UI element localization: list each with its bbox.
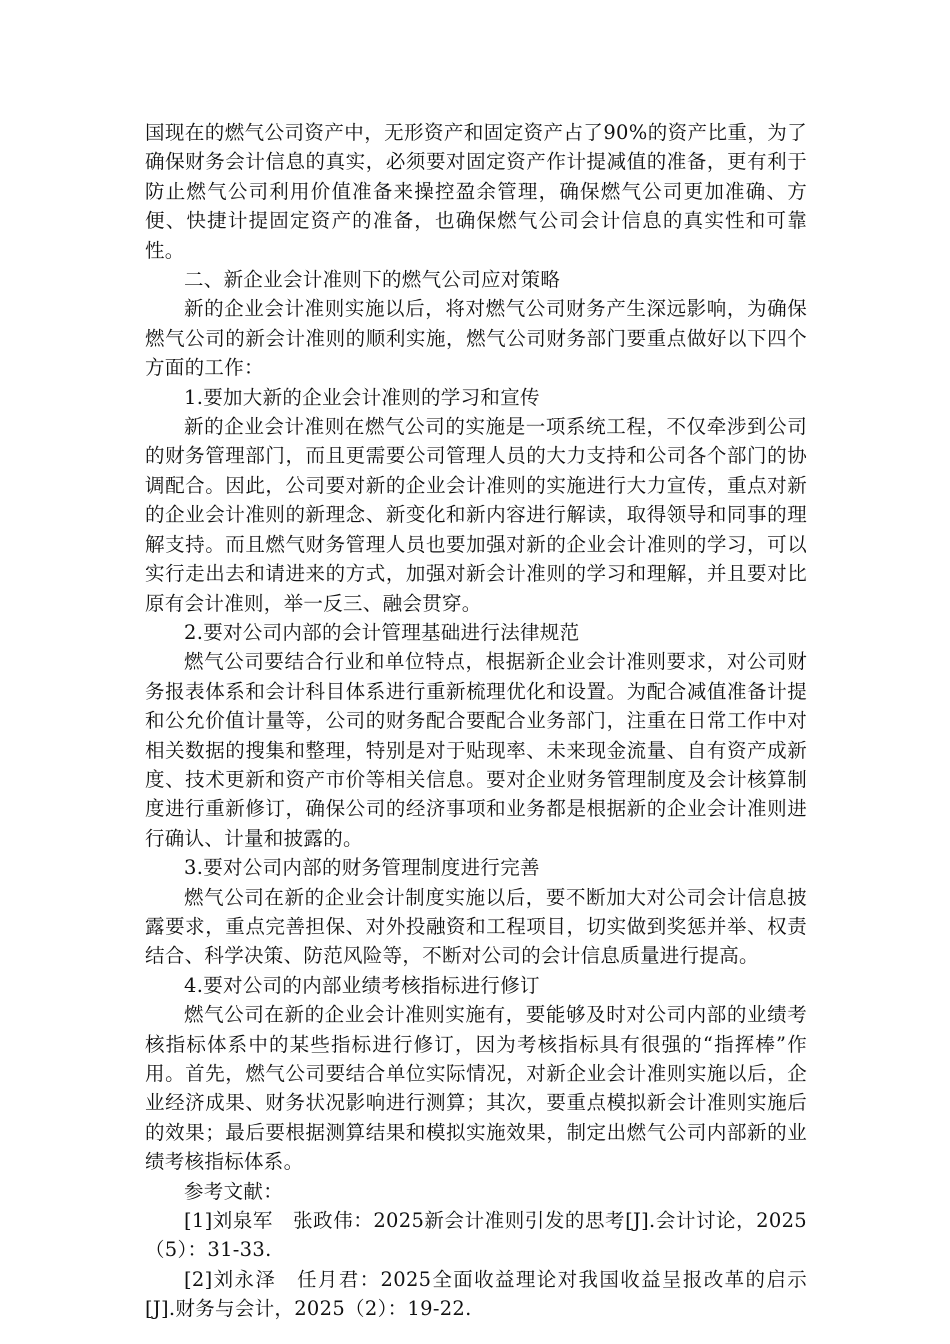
document-body [145,118,807,1324]
subheading: 3.要对公司内部的财务管理制度进行完善 [184,856,540,880]
reference-item: [1]刘泉军 张政伟：2025新会计准则引发的思考[J].会计讨论，2025（5）：31-33. [145,1209,807,1262]
subheading: 1.要加大新的企业会计准则的学习和宣传 [184,385,540,409]
paragraph: 新的企业会计准则在燃气公司的实施是一项系统工程，不仅牵涉到公司的财务管理部门，而且更需要公司管理人员的大力支持和公司各个部门的协调配合。因此，公司要对新的企业会计准则的实施进行大力宣传，重点对新的企业会计准则的新理念、新变化和新内容进行解读，取得领导和同事的理解支持。而且燃气财务管理人员也要加强对新的企业会计准则的学习，可以实行走出去和请进来的方式，加强对新会计准则的学习和理解，并且要对比原有会计准则，举一反三、融会贯穿。 [145,415,807,615]
paragraph: 燃气公司在新的企业会计制度实施以后，要不断加大对公司会计信息披露要求，重点完善担保、对外投融资和工程项目，切实做到奖惩并举、权责结合、科学决策、防范风险等，不断对公司的会计信息质量进行提高。 [145,885,807,968]
paragraph: 燃气公司要结合行业和单位特点，根据新企业会计准则要求，对公司财务报表体系和会计科目体系进行重新梳理优化和设置。为配合减值准备计提和公允价值计量等，公司的财务配合要配合业务部门，注重在日常工作中对相关数据的搜集和整理，特别是对于贴现率、未来现金流量、自有资产成新度、技术更新和资产市价等相关信息。要对企业财务管理制度及会计核算制度进行重新修订，确保公司的经济事项和业务都是根据新的企业会计准则进行确认、计量和披露的。 [145,650,807,850]
paragraph: 燃气公司在新的企业会计准则实施有，要能够及时对公司内部的业绩考核指标体系中的某些指标进行修订，因为考核指标具有很强的“指挥棒”作用。首先，燃气公司要结合单位实际情况，对新企业会计准则实施以后，企业经济成果、财务状况影响进行测算；其次，要重点模拟新会计准则实施后的效果；最后要根据测算结果和模拟实施效果，制定出燃气公司内部新的业绩考核指标体系。 [145,1003,807,1174]
paragraph-continuation: 国现在的燃气公司资产中，无形资产和固定资产占了90%的资产比重，为了确保财务会计信息的真实，必须要对固定资产作计提减值的准备，更有利于防止燃气公司利用价值准备来操控盈余管理，确保燃气公司更加准确、方便、快捷计提固定资产的准备，也确保燃气公司会计信息的真实性和可靠性。 [145,121,807,262]
subheading: 2.要对公司内部的会计管理基础进行法律规范 [184,620,580,644]
section-heading: 二、新企业会计准则下的燃气公司应对策略 [184,268,561,292]
subheading: 4.要对公司的内部业绩考核指标进行修订 [184,973,540,997]
reference-item: [2]刘永泽 任月君：2025全面收益理论对我国收益呈报改革的启示[J].财务与会计，2025（2）：19-22. [145,1267,807,1321]
references-heading: 参考文献： [184,1179,284,1203]
paragraph: 新的企业会计准则实施以后，将对燃气公司财务产生深远影响，为确保燃气公司的新会计准则的顺利实施，燃气公司财务部门要重点做好以下四个方面的工作： [145,297,807,380]
